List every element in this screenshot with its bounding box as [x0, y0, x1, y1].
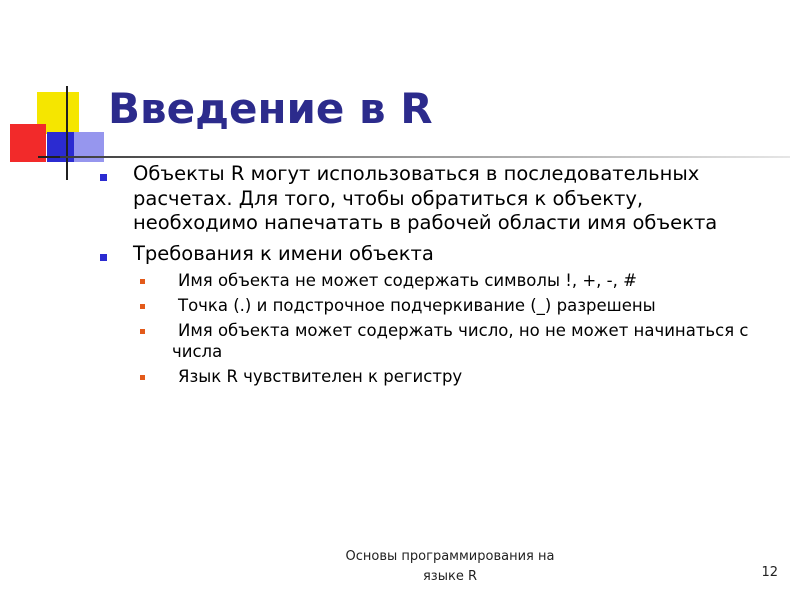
page-number: 12	[761, 565, 778, 580]
sub-bullet-item	[96, 295, 756, 316]
bullet-text: Объекты R могут использоваться в последовательных расчетах. Для того, чтобы обратиться к объекту, необходимо напечатать в рабочей области имя объекта	[133, 162, 718, 234]
square-bullet-icon	[100, 254, 107, 261]
sub-bullet-text: Язык R чувствителен к регистру	[178, 367, 463, 386]
small-square-bullet-icon	[140, 304, 145, 309]
small-square-bullet-icon	[140, 279, 145, 284]
bullet-item	[96, 162, 756, 236]
bullet-item	[96, 242, 756, 388]
sub-bullet-list	[96, 270, 756, 387]
decoration-vertical-line	[66, 86, 68, 180]
sub-bullet-text: Имя объекта не может содержать символы !, +, -, #	[178, 271, 637, 290]
sub-bullet-text: Точка (.) и подстрочное подчеркивание (_) разрешены	[178, 296, 656, 315]
square-bullet-icon	[100, 174, 107, 181]
sub-bullet-item	[96, 366, 756, 387]
slide-title: Введение в R	[108, 84, 433, 133]
slide-content	[96, 162, 756, 393]
small-square-bullet-icon	[140, 329, 145, 334]
sub-bullet-item	[96, 270, 756, 291]
small-square-bullet-icon	[140, 375, 145, 380]
sub-bullet-item	[96, 320, 756, 362]
bullet-text: Требования к имени объекта	[133, 241, 434, 265]
slide-footer: Основы программирования на языке R	[345, 549, 555, 584]
title-divider	[60, 156, 790, 158]
sub-bullet-text: Имя объекта может содержать число, но не может начинаться с числа	[172, 321, 749, 361]
slide-decoration-logo	[0, 0, 110, 190]
